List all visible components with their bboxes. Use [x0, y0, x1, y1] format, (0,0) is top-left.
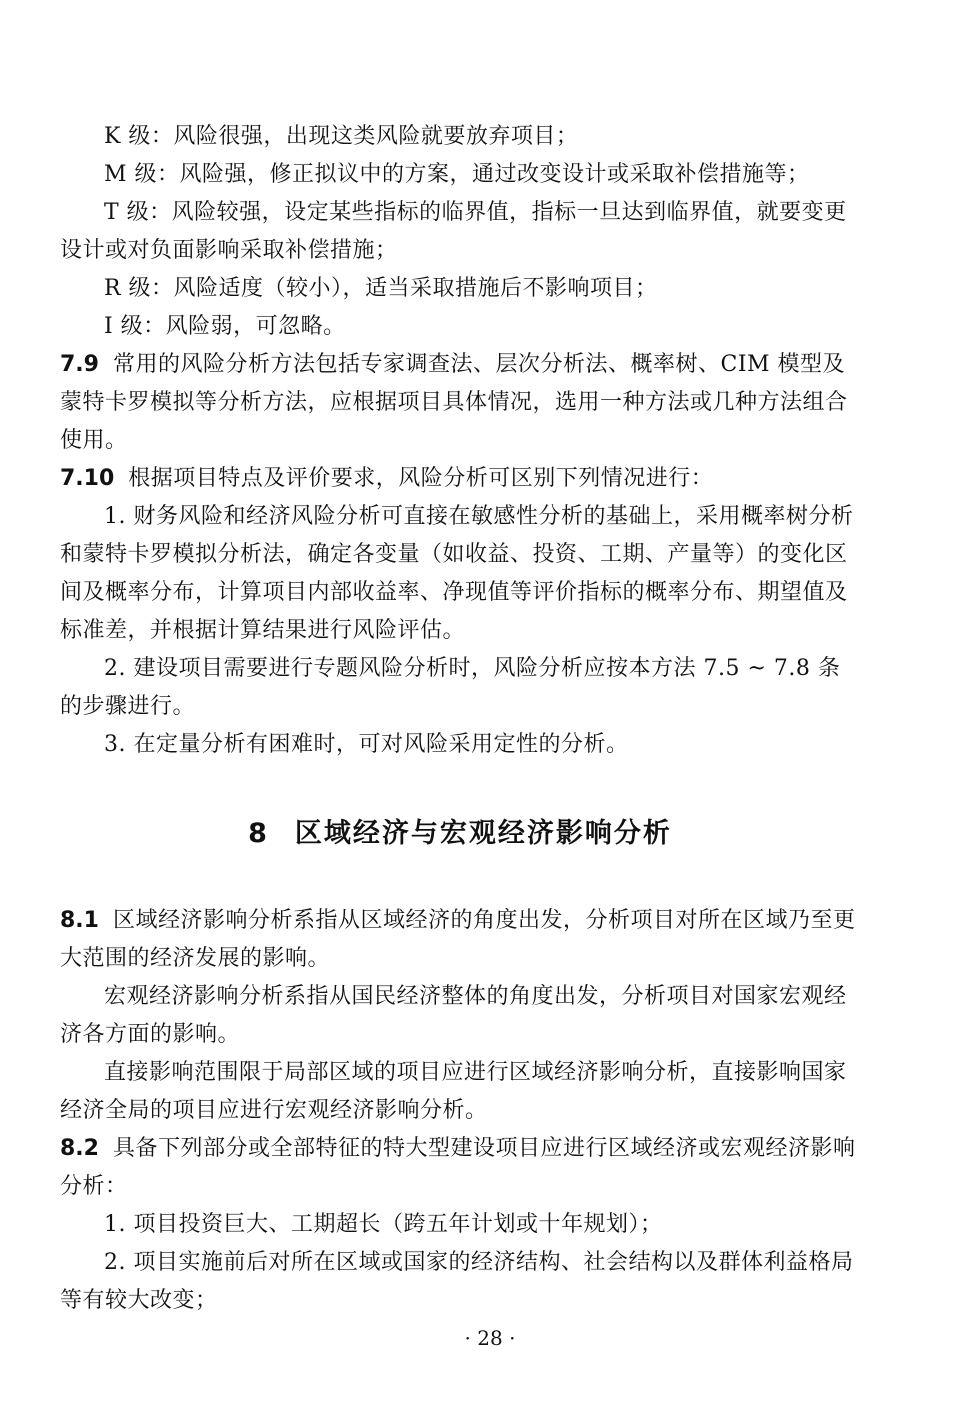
- list-item: 2. 项目实施前后对所在区域或国家的经济结构、社会结构以及群体利益格局等有较大改变；: [60, 1250, 854, 1313]
- clause-text: 区域经济影响分析系指从区域经济的角度出发，分析项目对所在区域乃至更大范围的经济发展的影响。: [60, 908, 856, 971]
- paragraph: 宏观经济影响分析系指从国民经济整体的角度出发，分析项目对国家宏观经济各方面的影响。: [60, 984, 847, 1047]
- clause-text: 根据项目特点及评价要求，风险分析可区别下列情况进行：: [128, 466, 714, 491]
- list-item: 1. 财务风险和经济风险分析可直接在敏感性分析的基础上，采用概率树分析和蒙特卡罗模拟分析法，确定各变量（如收益、投资、工期、产量等）的变化区间及概率分布，计算项目内部收益率、净现值等评价指标的概率分布、期望值及标准差，并根据计算结果进行风险评估。: [60, 504, 854, 643]
- clause-8-1: [60, 902, 860, 978]
- clause-7-9: [60, 346, 860, 460]
- page-number: · 28 ·: [464, 1326, 516, 1350]
- risk-level-i: I 级：风险弱，可忽略。: [104, 314, 346, 339]
- list-item: 2. 建设项目需要进行专题风险分析时，风险分析应按本方法 7.5 ~ 7.8 条的步骤进行。: [60, 656, 841, 719]
- clause-text: 具备下列部分或全部特征的特大型建设项目应进行区域经济或宏观经济影响分析：: [60, 1136, 856, 1199]
- list-item: 1. 项目投资巨大、工期超长（跨五年计划或十年规划）；: [104, 1212, 663, 1237]
- list-item: 3. 在定量分析有困难时，可对风险采用定性的分析。: [104, 732, 629, 757]
- section-heading: [60, 814, 860, 854]
- clause-text: 常用的风险分析方法包括专家调查法、层次分析法、概率树、CIM 模型及蒙特卡罗模拟等分析方法，应根据项目具体情况，选用一种方法或几种方法组合使用。: [60, 352, 848, 453]
- risk-level-m: M 级：风险强，修正拟议中的方案，通过改变设计或采取补偿措施等；: [104, 162, 810, 187]
- clause-number: 7.10: [60, 466, 115, 491]
- risk-level-r: R 级：风险适度（较小），适当采取措施后不影响项目；: [104, 276, 658, 301]
- risk-level-t: T 级：风险较强，设定某些指标的临界值，指标一旦达到临界值，就要变更设计或对负面影响采取补偿措施；: [60, 200, 847, 263]
- clause-8-2: [60, 1130, 860, 1206]
- clause-number: 8.1: [60, 908, 99, 933]
- section-number: 8: [248, 818, 269, 849]
- page-content: [60, 118, 860, 1320]
- section-title: 区域经济与宏观经济影响分析: [294, 818, 672, 849]
- paragraph: 直接影响范围限于局部区域的项目应进行区域经济影响分析，直接影响国家经济全局的项目应进行宏观经济影响分析。: [60, 1060, 847, 1123]
- clause-number: 7.9: [60, 352, 99, 377]
- clause-number: 8.2: [60, 1136, 99, 1161]
- risk-level-k: K 级：风险很强，出现这类风险就要放弃项目；: [104, 124, 579, 149]
- clause-7-10: [60, 460, 860, 498]
